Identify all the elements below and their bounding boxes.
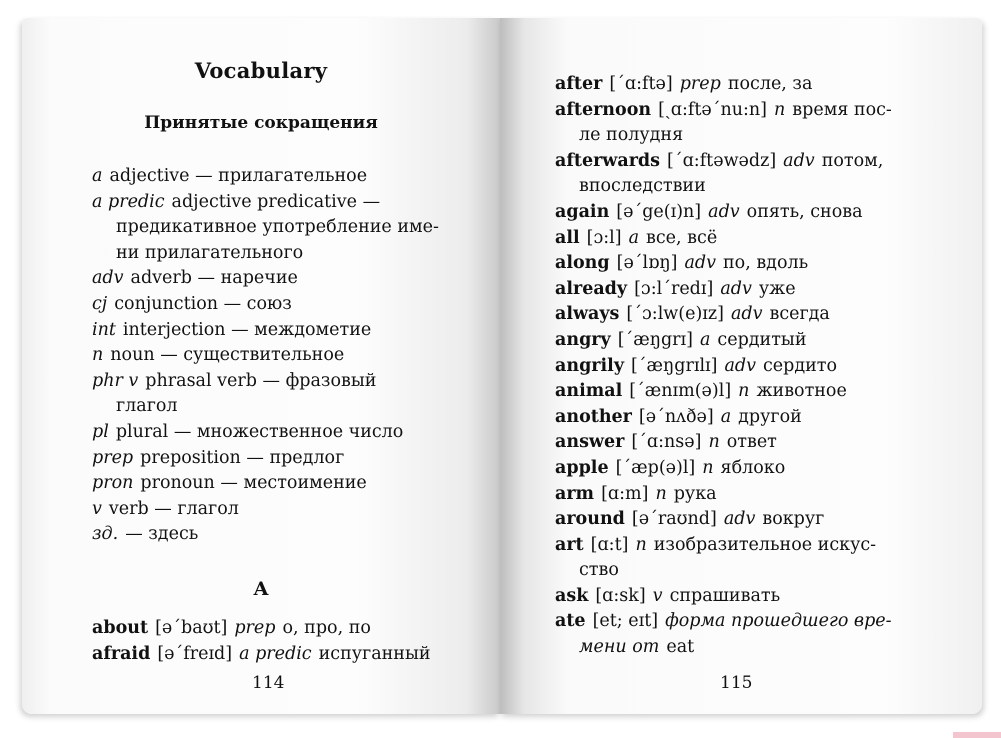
entry-word: ate [555, 611, 586, 632]
vocabulary-entry [555, 379, 892, 405]
abbreviation-meaning: interjection — междометие [122, 319, 372, 340]
abbreviation-meaning: adjective — прилагательное [109, 166, 368, 186]
vocabulary-entry [555, 507, 892, 533]
vocabulary-entry [555, 558, 892, 584]
abbreviation: prep [92, 447, 134, 468]
entry-word: arm [555, 483, 595, 504]
entry-translation: изобразительное искус- [653, 534, 877, 555]
abbreviation: a predic [92, 191, 165, 212]
entry-part-of-speech: a [628, 227, 640, 248]
vocabulary-entry [555, 328, 892, 354]
abbreviation-row [92, 164, 439, 190]
abbreviations-heading: Принятые сокращения [144, 113, 378, 133]
entry-translation: другой [738, 406, 802, 427]
abbreviation-meaning: adjective predicative — [171, 191, 381, 212]
abbreviation-meaning: предикативное употребление име- [116, 217, 439, 238]
entry-transcription: [ɑ:sk] [595, 585, 646, 606]
entry-word: art [555, 534, 584, 555]
entry-transcription: [ə΄baʊt] [155, 618, 228, 638]
entry-transcription: [΄ɑ:ftə] [609, 74, 673, 94]
vocabulary-entry [555, 123, 892, 149]
vocabulary-entry [555, 584, 892, 610]
entry-transcription: [΄ænɪm(ə)l] [629, 381, 732, 402]
abbreviation-row [92, 190, 439, 216]
entry-word: around [555, 509, 625, 530]
abbreviation-row [92, 369, 439, 395]
entry-word: again [555, 201, 610, 222]
entry-translation: ство [579, 560, 619, 581]
abbreviation-row [92, 394, 439, 420]
entry-part-of-speech: prep [679, 74, 721, 94]
entry-part-of-speech: мени от [579, 637, 660, 658]
entry-part-of-speech: n [738, 381, 750, 402]
abbreviation: int [92, 319, 116, 340]
entry-transcription: [ɑ:t] [590, 534, 629, 555]
entry-translation: яблоко [720, 457, 786, 478]
section-letter: A [253, 578, 269, 600]
vocabulary-entry [555, 430, 892, 456]
entry-transcription: [ə΄raʊnd] [631, 509, 717, 530]
vocabulary-entry [92, 616, 431, 642]
entry-transcription: [et; eɪt] [592, 611, 659, 632]
abbreviation-meaning: — здесь [125, 524, 199, 545]
entry-part-of-speech: adv [708, 201, 740, 222]
entry-word: another [555, 406, 632, 427]
entry-word: afterwards [555, 150, 661, 171]
entry-translation: все, всё [646, 227, 718, 248]
entry-part-of-speech: n [774, 99, 786, 120]
entry-part-of-speech: форма прошедшего вре- [665, 611, 892, 632]
entry-word: angry [555, 329, 611, 350]
entry-transcription: [ə΄nʌðə] [638, 406, 714, 427]
entry-translation: сердитый [717, 329, 807, 350]
abbreviation-row [92, 215, 439, 241]
entry-translation: ле полудня [579, 125, 684, 146]
vocabulary-entry [555, 251, 892, 277]
entry-part-of-speech: a [699, 329, 711, 350]
abbreviation-row [92, 420, 439, 446]
entry-part-of-speech: adv [684, 253, 716, 274]
abbreviation: pl [92, 421, 109, 442]
abbreviation-row [92, 446, 439, 472]
entries-list-right [555, 72, 892, 661]
abbreviation: зд. [92, 524, 119, 545]
entry-transcription: [ə΄freɪd] [157, 643, 233, 664]
abbreviation: cj [92, 293, 108, 314]
entry-translation: животное [756, 381, 847, 402]
entry-word: along [555, 253, 610, 274]
vocabulary-entry [555, 482, 892, 508]
entry-part-of-speech: n [708, 432, 720, 453]
abbreviation-row [92, 292, 439, 318]
abbreviation-meaning: adverb — наречие [130, 268, 298, 289]
entry-word: all [555, 227, 580, 248]
vocabulary-entry [555, 277, 892, 303]
entry-word: afternoon [555, 99, 652, 120]
entry-part-of-speech: adv [724, 355, 756, 376]
abbreviation-meaning: noun — существительное [110, 345, 345, 366]
entry-transcription: [ɔ:l΄redɪ] [634, 278, 714, 299]
abbreviation-meaning: conjunction — союз [114, 293, 292, 314]
vocabulary-entry [555, 533, 892, 559]
entry-part-of-speech: v [652, 585, 663, 606]
abbreviation-row [92, 241, 439, 267]
abbreviation: a [92, 166, 103, 186]
abbreviation: phr v [92, 370, 139, 391]
vocabulary-entry [555, 149, 892, 175]
entry-transcription: [΄ɑ:nsə] [631, 432, 702, 453]
vocabulary-entry [555, 72, 892, 98]
entry-translation: впоследствии [579, 176, 706, 197]
vocabulary-entry [555, 456, 892, 482]
entry-translation: опять, снова [746, 201, 863, 222]
entry-part-of-speech: a predic [239, 643, 312, 664]
entry-word: about [92, 618, 149, 638]
vocabulary-entry [92, 642, 431, 668]
entry-part-of-speech: adv [730, 304, 763, 325]
entry-transcription: [ɔ:l] [586, 227, 622, 248]
vocabulary-entry [555, 635, 892, 661]
abbreviations-list [92, 164, 439, 548]
vocabulary-entry [555, 302, 892, 328]
entry-part-of-speech: adv [723, 509, 756, 530]
abbreviation-row [92, 497, 439, 523]
vocabulary-entry [555, 200, 892, 226]
entry-transcription: [΄æp(ə)l] [615, 457, 696, 478]
entry-translation: потом, [821, 150, 884, 171]
entry-word: angrily [555, 355, 624, 376]
abbreviation-meaning: глагол [116, 396, 178, 417]
entry-transcription: [΄ɑ:ftəwədz] [667, 150, 777, 171]
abbreviation-row [92, 471, 439, 497]
abbreviation: v [92, 498, 102, 519]
vocabulary-entry [555, 98, 892, 124]
entry-part-of-speech: n [635, 534, 647, 555]
abbreviation-meaning: preposition — предлог [140, 447, 345, 468]
entry-transcription: [΄æŋgrɪ] [617, 329, 693, 350]
abbreviation-row [92, 343, 439, 369]
entry-word: after [555, 74, 603, 94]
entry-transcription: [ˏɑ:ftə΄nu:n] [658, 99, 768, 120]
entry-part-of-speech: adv [783, 150, 815, 171]
entries-list-left [92, 616, 431, 667]
entry-transcription: [΄ɔ:lw(e)ɪz] [626, 304, 724, 325]
abbreviation: pron [92, 473, 134, 494]
entry-part-of-speech: n [702, 457, 714, 478]
entry-word: answer [555, 432, 625, 453]
entry-translation: о, про, по [282, 618, 371, 638]
vocabulary-entry [555, 354, 892, 380]
entry-word: afraid [92, 643, 151, 664]
entry-part-of-speech: a [720, 406, 732, 427]
corner-mark [953, 732, 1001, 738]
abbreviation-meaning: ни прилагательного [116, 242, 304, 263]
entry-translation: уже [758, 278, 796, 299]
abbreviation: adv [92, 268, 124, 289]
abbreviation-meaning: verb — глагол [108, 498, 239, 519]
entry-translation: по, вдоль [723, 253, 809, 274]
entry-translation: ответ [726, 432, 777, 453]
entry-transcription: [ə΄lɒŋ] [616, 253, 678, 274]
entry-translation: вокруг [762, 509, 825, 530]
abbreviation-meaning: phrasal verb — фразовый [145, 370, 377, 391]
page-number-right: 115 [720, 673, 753, 693]
entry-translation: сердито [763, 355, 838, 376]
entry-word: ask [555, 585, 589, 606]
entry-transcription: [΄æŋgrɪlɪ] [630, 355, 718, 376]
page-number-left: 114 [252, 673, 285, 693]
vocabulary-entry [555, 174, 892, 200]
entry-transcription: [ɑ:m] [601, 483, 649, 504]
entry-translation: после, за [727, 74, 813, 94]
abbreviation-row [92, 266, 439, 292]
entry-part-of-speech: prep [234, 618, 276, 638]
entry-translation: испуганный [318, 643, 431, 664]
entry-word: always [555, 304, 620, 325]
abbreviation-row [92, 318, 439, 344]
abbreviation: n [92, 345, 104, 366]
right-page [500, 18, 982, 714]
entry-translation: спрашивать [669, 585, 781, 606]
entry-translation: всегда [769, 304, 830, 325]
entry-translation: время пос- [792, 99, 892, 120]
entry-translation: рука [673, 483, 717, 504]
entry-word: apple [555, 457, 609, 478]
entry-part-of-speech: adv [720, 278, 752, 299]
left-page [22, 18, 500, 714]
vocabulary-entry [555, 405, 892, 431]
page-title: Vocabulary [194, 58, 328, 83]
abbreviation-meaning: plural — множественное число [115, 421, 404, 442]
entry-translation: eat [666, 637, 695, 658]
vocabulary-entry [555, 609, 892, 635]
abbreviation-meaning: pronoun — местоимение [140, 473, 367, 494]
entry-part-of-speech: n [655, 483, 667, 504]
vocabulary-entry [555, 226, 892, 252]
abbreviation-row [92, 522, 439, 548]
entry-word: animal [555, 381, 623, 402]
entry-word: already [555, 278, 628, 299]
entry-transcription: [ə΄ge(ɪ)n] [616, 201, 702, 222]
